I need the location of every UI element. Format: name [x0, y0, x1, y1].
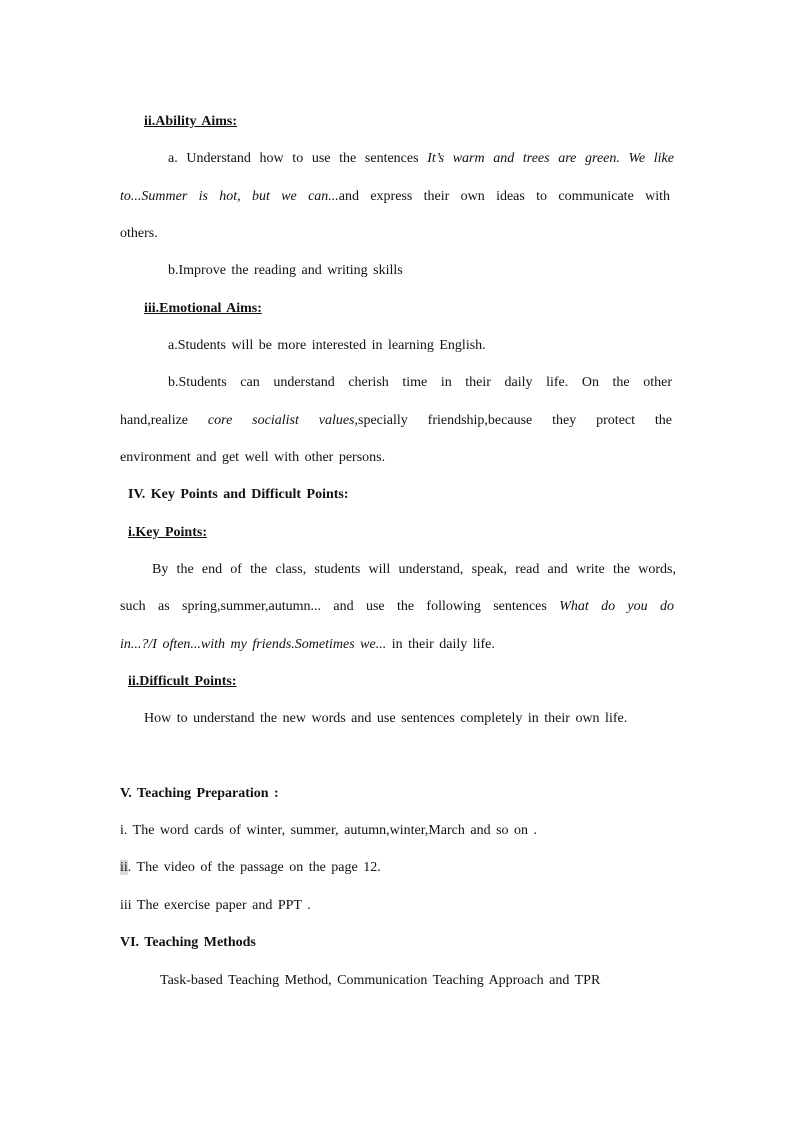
ability-aim-a-example: It’s warm and trees are green. We like [427, 151, 674, 166]
key-points-line1: By the end of the class, students will understand, speak, read and write the words, [152, 562, 676, 577]
methods-heading: VI. Teaching Methods [120, 935, 256, 950]
ability-aims-heading: ii.Ability Aims: [144, 114, 238, 129]
preparation-item-2-marker: ii [120, 860, 128, 875]
preparation-item-2 [120, 859, 381, 877]
emotional-aim-a: a.Students will be more interested in learning English. [168, 338, 486, 353]
ability-aim-a-line2 [120, 188, 670, 206]
ability-aim-a-text-cont: and express their own ideas to communicate with [338, 189, 671, 204]
key-points-text-cont: in their daily life. [386, 637, 495, 652]
ability-aim-a-line3: others. [120, 226, 158, 241]
ability-aim-a-text: a. Understand how to use the sentences [168, 151, 428, 166]
key-points-example: What do you do [559, 599, 674, 614]
emotional-aim-b-text: hand,realize [120, 413, 208, 428]
emotional-aims-heading: iii.Emotional Aims: [144, 301, 262, 316]
ability-aim-a-example-cont: to...Summer is hot, but we can... [120, 189, 339, 204]
key-points-heading: i.Key Points: [128, 525, 207, 540]
preparation-item-2-text: . The video of the passage on the page 12. [127, 860, 381, 875]
emotional-aim-b-line2 [120, 412, 672, 430]
emotional-aim-b-text-cont: ,specially friendship,because they protect the [354, 413, 673, 428]
emotional-aim-b-line1: b.Students can understand cherish time in their daily life. On the other [168, 375, 672, 390]
ability-aim-a-line1 [168, 150, 674, 168]
emotional-aim-b-line3: environment and get well with other persons. [120, 450, 386, 465]
methods-line1: Task-based Teaching Method, Communication Teaching Approach and TPR [160, 973, 601, 988]
ability-aim-b: b.Improve the reading and writing skills [168, 263, 403, 278]
preparation-item-1: i. The word cards of winter, summer, autumn,winter,March and so on . [120, 823, 538, 838]
key-points-line3 [120, 636, 495, 654]
key-points-section-heading: IV. Key Points and Difficult Points: [128, 487, 349, 502]
preparation-item-3: iii The exercise paper and PPT . [120, 898, 311, 913]
difficult-points-line1: How to understand the new words and use sentences completely in their own life. [144, 711, 628, 726]
key-points-line2 [120, 598, 674, 616]
key-points-example-cont: in...?/I often...with my friends.Sometimes we... [120, 637, 387, 652]
core-values-phrase: core socialist values [207, 413, 355, 428]
key-points-text: such as spring,summer,autumn... and use the following sentences [120, 599, 560, 614]
difficult-points-heading: ii.Difficult Points: [128, 674, 237, 689]
preparation-heading: V. Teaching Preparation : [120, 786, 279, 801]
